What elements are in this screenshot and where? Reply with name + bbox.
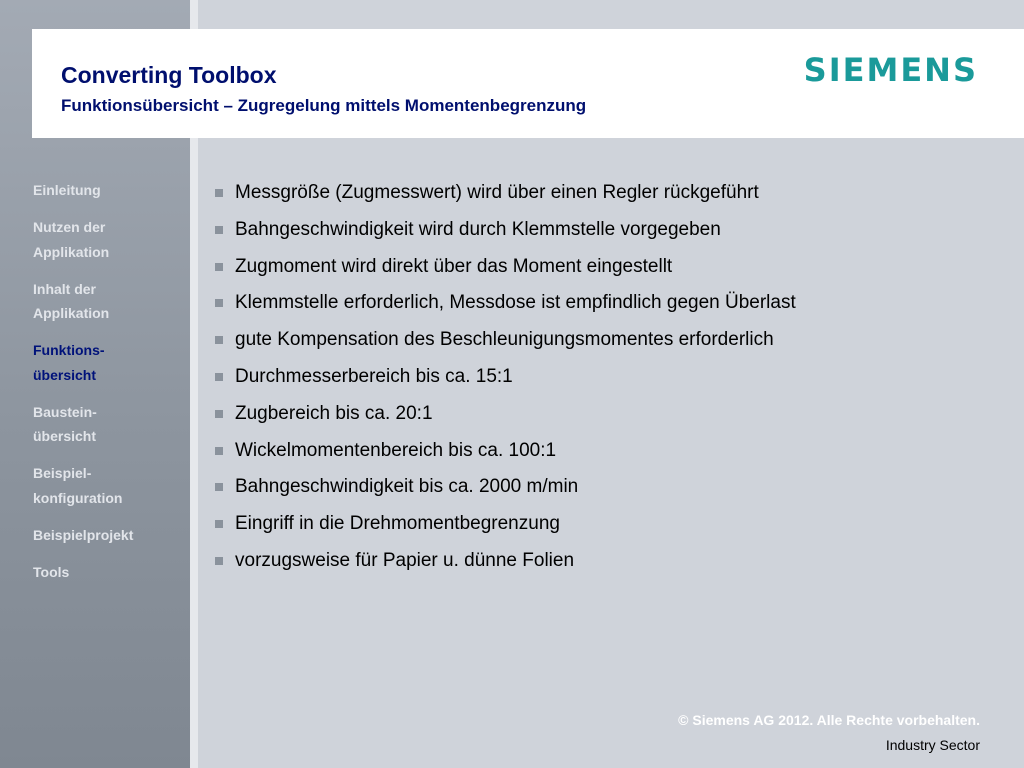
sidebar-item-label: übersicht xyxy=(33,366,97,383)
sidebar-item-nutzen-der-applikation[interactable] xyxy=(33,215,183,264)
list-item-text: Klemmstelle erforderlich, Messdose ist empfindlich gegen Überlast xyxy=(235,292,796,314)
square-bullet-icon xyxy=(215,263,223,271)
square-bullet-icon xyxy=(215,557,223,565)
sidebar-item-einleitung[interactable] xyxy=(33,178,183,203)
square-bullet-icon xyxy=(215,189,223,197)
list-item xyxy=(215,510,1005,547)
list-item xyxy=(215,400,1005,437)
list-item xyxy=(215,547,1005,584)
square-bullet-icon xyxy=(215,447,223,455)
sidebar-nav xyxy=(33,178,183,597)
square-bullet-icon xyxy=(215,410,223,418)
sidebar-item-label: Funktions- xyxy=(33,342,105,358)
list-item xyxy=(215,253,1005,290)
sidebar-item-label: Inhalt der xyxy=(33,280,97,297)
list-item-text: Bahngeschwindigkeit bis ca. 2000 m/min xyxy=(235,476,579,498)
square-bullet-icon xyxy=(215,336,223,344)
sidebar-item-label: Tools xyxy=(33,563,70,580)
square-bullet-icon xyxy=(215,373,223,381)
sidebar-item-funktions-übersicht[interactable] xyxy=(33,338,183,387)
sidebar-item-label: Baustein- xyxy=(33,403,97,420)
square-bullet-icon xyxy=(215,299,223,307)
siemens-logo: SIEMENS xyxy=(803,51,978,89)
list-item xyxy=(215,179,1005,216)
sidebar-item-beispielprojekt[interactable] xyxy=(33,523,183,548)
sidebar-item-label: Applikation xyxy=(33,305,110,321)
list-item-text: Messgröße (Zugmesswert) wird über einen Regler rückgeführt xyxy=(235,182,759,203)
list-item xyxy=(215,326,1005,363)
list-item-text: gute Kompensation des Beschleunigungsmomentes erforderlich xyxy=(235,329,774,351)
slide-header xyxy=(32,29,1024,138)
sector-label: Industry Sector xyxy=(885,737,980,753)
square-bullet-icon xyxy=(215,226,223,234)
list-item xyxy=(215,473,1005,510)
list-item-text: Zugbereich bis ca. 20:1 xyxy=(235,402,433,424)
list-item-text: vorzugsweise für Papier u. dünne Folien xyxy=(235,549,575,571)
list-item xyxy=(215,437,1005,474)
square-bullet-icon xyxy=(215,520,223,528)
list-item-text: Eingriff in die Drehmomentbegrenzung xyxy=(235,513,560,535)
list-item-text: Zugmoment wird direkt über das Moment eingestellt xyxy=(235,255,673,277)
sidebar-item-label: konfiguration xyxy=(33,489,123,506)
sidebar-item-label: Beispielprojekt xyxy=(33,526,134,543)
page-subtitle: Funktionsübersicht – Zugregelung mittels Momentenbegrenzung xyxy=(61,96,587,115)
list-item-text: Durchmesserbereich bis ca. 15:1 xyxy=(235,365,513,387)
sidebar-item-label: Nutzen der xyxy=(33,219,106,235)
list-item-text: Wickelmomentenbereich bis ca. 100:1 xyxy=(235,439,557,461)
square-bullet-icon xyxy=(215,483,223,491)
page-title: Converting Toolbox xyxy=(61,62,277,88)
sidebar-item-inhalt-der-applikation[interactable] xyxy=(33,277,183,326)
list-item xyxy=(215,363,1005,400)
list-item-text: Bahngeschwindigkeit wird durch Klemmstelle vorgegeben xyxy=(235,218,721,240)
sidebar-item-label: Einleitung xyxy=(33,182,101,198)
sidebar-item-label: übersicht xyxy=(33,428,97,444)
sidebar-item-label: Beispiel- xyxy=(33,465,92,481)
list-item xyxy=(215,289,1005,326)
copyright-text: © Siemens AG 2012. Alle Rechte vorbehalten. xyxy=(678,712,980,728)
sidebar-item-baustein-übersicht[interactable] xyxy=(33,400,183,449)
sidebar-item-label: Applikation xyxy=(33,243,110,260)
sidebar-item-beispiel-konfiguration[interactable] xyxy=(33,461,183,510)
bullet-list xyxy=(215,179,1005,584)
sidebar-item-tools[interactable] xyxy=(33,560,183,585)
list-item xyxy=(215,216,1005,253)
